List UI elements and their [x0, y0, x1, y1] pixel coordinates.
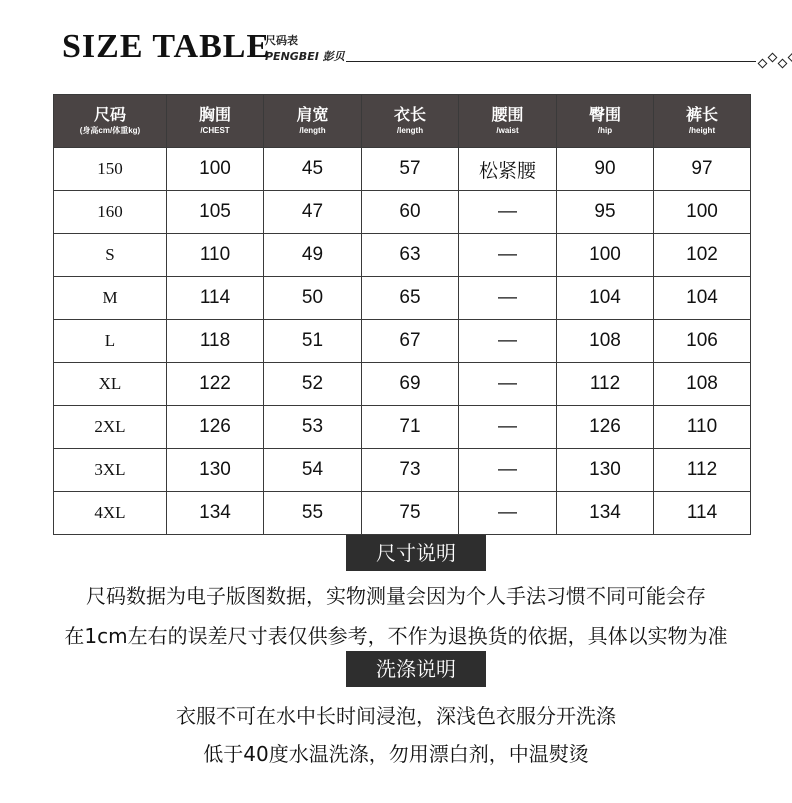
- measurement-cell: —: [459, 492, 557, 535]
- size-cell: M: [54, 277, 167, 320]
- column-header: 衣长 /length: [362, 95, 459, 148]
- measurement-cell: 52: [264, 363, 362, 406]
- measurement-cell: 54: [264, 449, 362, 492]
- column-header: 裤长 /height: [654, 95, 751, 148]
- table-row: [54, 234, 751, 277]
- measurement-cell: 130: [167, 449, 264, 492]
- measurement-cell: 松紧腰: [459, 148, 557, 191]
- table-row: [54, 320, 751, 363]
- column-header: 胸围 /CHEST: [167, 95, 264, 148]
- size-cell: 150: [54, 148, 167, 191]
- page-title: SIZE TABLE: [62, 28, 271, 65]
- wash-note-line: 衣服不可在水中长时间浸泡，深浅色衣服分开洗涤: [176, 704, 616, 728]
- table-row: [54, 449, 751, 492]
- measurement-cell: 130: [557, 449, 654, 492]
- measurement-cell: 100: [557, 234, 654, 277]
- measurement-cell: 122: [167, 363, 264, 406]
- measurement-cell: 60: [362, 191, 459, 234]
- brand-name: PENGBEI 彭贝: [265, 50, 345, 63]
- measurement-cell: 97: [654, 148, 751, 191]
- size-cell: L: [54, 320, 167, 363]
- measurement-cell: 69: [362, 363, 459, 406]
- size-note-line: 尺码数据为电子版图数据，实物测量会因为个人手法习惯不同可能会存: [86, 584, 706, 608]
- measurement-cell: 106: [654, 320, 751, 363]
- measurement-cell: —: [459, 449, 557, 492]
- size-cell: 4XL: [54, 492, 167, 535]
- wash-note-label: 洗涤说明: [346, 651, 486, 687]
- measurement-cell: —: [459, 277, 557, 320]
- measurement-cell: 50: [264, 277, 362, 320]
- measurement-cell: 114: [654, 492, 751, 535]
- size-table: [53, 94, 751, 535]
- measurement-cell: 49: [264, 234, 362, 277]
- measurement-cell: 108: [654, 363, 751, 406]
- size-cell: XL: [54, 363, 167, 406]
- measurement-cell: 126: [557, 406, 654, 449]
- measurement-cell: 75: [362, 492, 459, 535]
- measurement-cell: 63: [362, 234, 459, 277]
- header-divider: [346, 61, 756, 62]
- measurement-cell: 104: [557, 277, 654, 320]
- size-note-label: 尺寸说明: [346, 535, 486, 571]
- column-header: 尺码 (身高cm/体重kg): [54, 95, 167, 148]
- measurement-cell: 100: [167, 148, 264, 191]
- measurement-cell: 114: [167, 277, 264, 320]
- measurement-cell: 105: [167, 191, 264, 234]
- measurement-cell: 55: [264, 492, 362, 535]
- measurement-cell: 134: [557, 492, 654, 535]
- measurement-cell: 112: [654, 449, 751, 492]
- table-row: [54, 492, 751, 535]
- measurement-cell: 108: [557, 320, 654, 363]
- measurement-cell: 90: [557, 148, 654, 191]
- size-note-line: 在1cm左右的误差尺寸表仅供参考，不作为退换货的依据，具体以实物为准: [64, 624, 728, 648]
- measurement-cell: 67: [362, 320, 459, 363]
- measurement-cell: 100: [654, 191, 751, 234]
- table-row: [54, 191, 751, 234]
- measurement-cell: 65: [362, 277, 459, 320]
- measurement-cell: 45: [264, 148, 362, 191]
- column-header: 肩宽 /length: [264, 95, 362, 148]
- column-header: 臀围 /hip: [557, 95, 654, 148]
- measurement-cell: 104: [654, 277, 751, 320]
- table-row: [54, 363, 751, 406]
- measurement-cell: 110: [654, 406, 751, 449]
- column-header: 腰围 /waist: [459, 95, 557, 148]
- measurement-cell: —: [459, 191, 557, 234]
- measurement-cell: 47: [264, 191, 362, 234]
- measurement-cell: 73: [362, 449, 459, 492]
- table-row: [54, 148, 751, 191]
- size-cell: 160: [54, 191, 167, 234]
- measurement-cell: 110: [167, 234, 264, 277]
- measurement-cell: 102: [654, 234, 751, 277]
- size-cell: 2XL: [54, 406, 167, 449]
- measurement-cell: 57: [362, 148, 459, 191]
- table-header-row: [54, 95, 751, 148]
- measurement-cell: 71: [362, 406, 459, 449]
- wash-note-line: 低于40度水温洗涤，勿用漂白剂，中温熨烫: [203, 742, 589, 766]
- table-row: [54, 406, 751, 449]
- measurement-cell: 126: [167, 406, 264, 449]
- measurement-cell: 53: [264, 406, 362, 449]
- measurement-cell: —: [459, 406, 557, 449]
- measurement-cell: —: [459, 363, 557, 406]
- measurement-cell: 95: [557, 191, 654, 234]
- measurement-cell: 118: [167, 320, 264, 363]
- measurement-cell: 112: [557, 363, 654, 406]
- title-chinese: 尺码表: [265, 34, 298, 47]
- size-cell: S: [54, 234, 167, 277]
- table-row: [54, 277, 751, 320]
- size-cell: 3XL: [54, 449, 167, 492]
- measurement-cell: —: [459, 234, 557, 277]
- measurement-cell: —: [459, 320, 557, 363]
- measurement-cell: 51: [264, 320, 362, 363]
- page-header: [62, 28, 742, 76]
- measurement-cell: 134: [167, 492, 264, 535]
- diamond-ornament-icon: [757, 48, 792, 72]
